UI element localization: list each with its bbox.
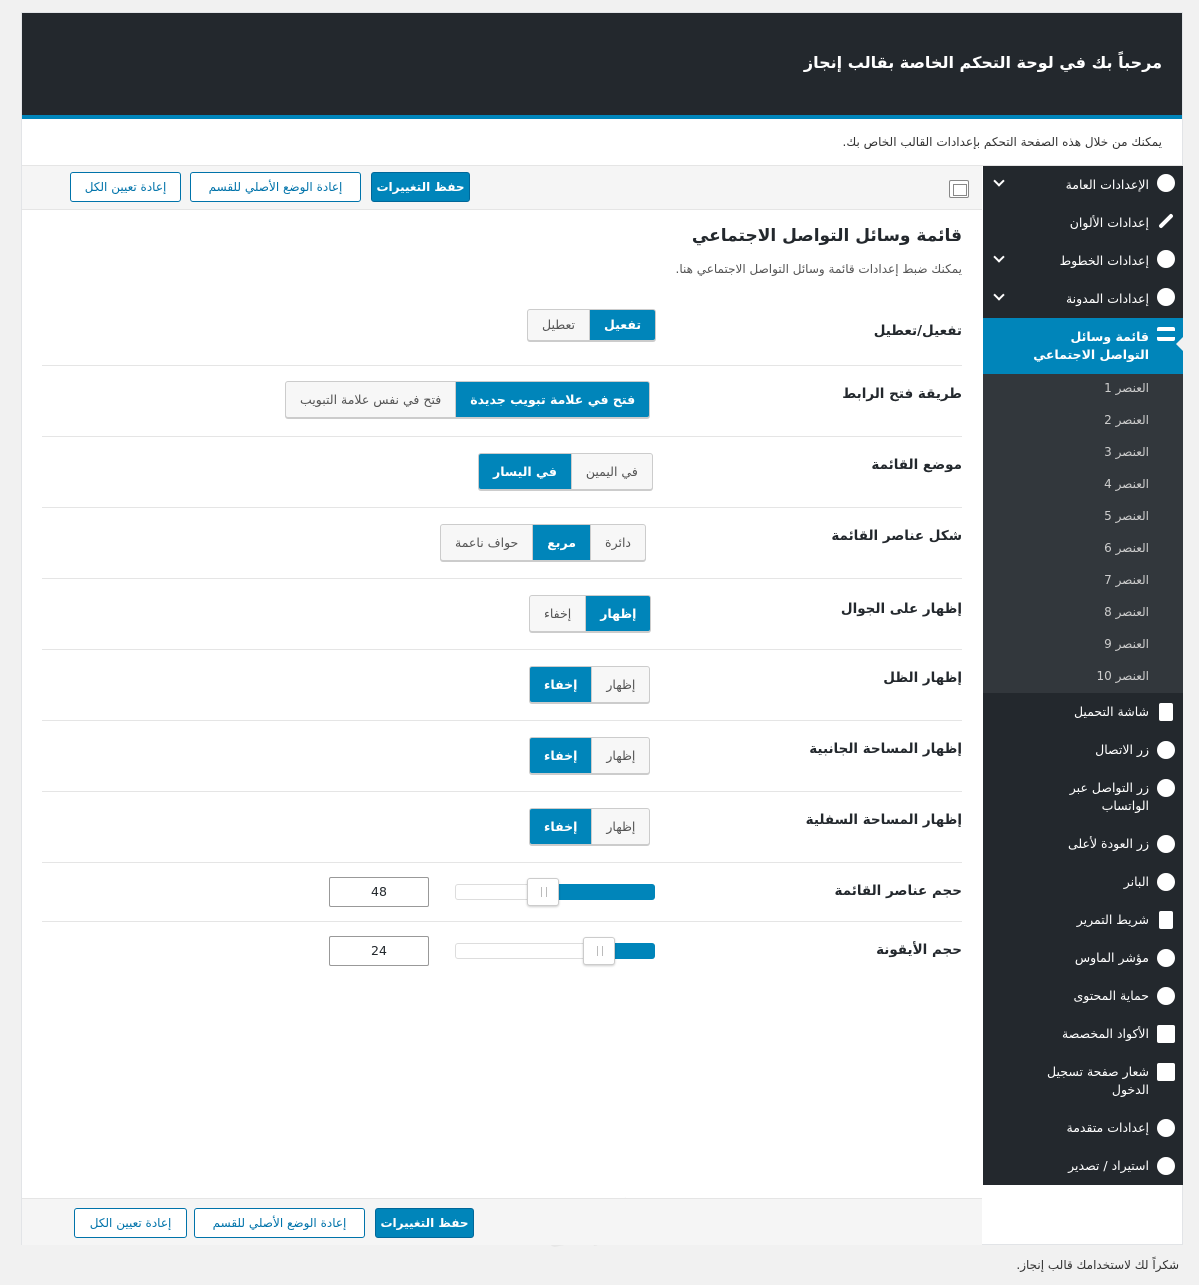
section-description: يمكنك ضبط إعدادات قائمة وسائل التواصل الاجتماعي هنا.: [675, 262, 962, 276]
item-size-input[interactable]: 48: [329, 877, 429, 907]
reset-section-button[interactable]: إعادة الوضع الأصلي للقسم: [194, 1208, 365, 1238]
submenu-item[interactable]: العنصر 3: [1104, 445, 1149, 459]
icon-size-slider[interactable]: [455, 943, 655, 959]
option-hide[interactable]: إخفاء: [544, 606, 572, 621]
reset-all-button[interactable]: إعادة تعيين الكل: [70, 172, 181, 202]
sidebar-item-loading[interactable]: شاشة التحميل: [983, 693, 1183, 731]
bottom-toolbar: [22, 1198, 982, 1245]
reset-all-button[interactable]: إعادة تعيين الكل: [74, 1208, 187, 1238]
link-target-toggle[interactable]: [285, 381, 650, 418]
layout-toggle-icon[interactable]: [949, 180, 969, 198]
setting-row-side-space: إظهار المساحة الجانبية إخفاء إظهار: [42, 721, 962, 792]
option-right[interactable]: في اليمين: [571, 454, 652, 489]
intro-bar: [22, 119, 1182, 166]
icon-size-input[interactable]: 24: [329, 936, 429, 966]
mobile-toggle[interactable]: [529, 595, 651, 632]
chevron-down-icon: [993, 251, 1004, 262]
intro-text: يمكنك من خلال هذه الصفحة التحكم بإعدادات القالب الخاص بك.: [842, 135, 1162, 149]
setting-row-shadow: إظهار الظل إخفاء إظهار: [42, 650, 962, 721]
refresh-icon: [1157, 1157, 1175, 1175]
slider-fill: [551, 884, 655, 900]
option-new-tab[interactable]: فتح في علامة تبويب جديدة: [455, 382, 649, 417]
option-hide[interactable]: إخفاء: [530, 667, 591, 702]
panel-header: [22, 13, 1182, 119]
option-disable[interactable]: تعطيل: [542, 317, 576, 332]
sidebar-item-cursor[interactable]: مؤشر الماوس: [983, 939, 1183, 977]
submenu-item[interactable]: العنصر 10: [1096, 669, 1149, 683]
option-enable[interactable]: تفعيل: [589, 310, 655, 340]
setting-row-mobile: إظهار على الجوال إخفاء إظهار: [42, 579, 962, 650]
active-indicator: [1176, 337, 1183, 351]
setting-row-item-size: حجم عناصر القائمة 48: [42, 863, 962, 922]
slider-handle[interactable]: [583, 937, 615, 965]
setting-row-enable: تفعيل/تعطيل تعطيل تفعيل: [42, 295, 962, 366]
setting-row-link-target: طريقة فتح الرابط فتح في نفس علامة التبويب فتح في علامة تبويب جديدة: [42, 366, 962, 437]
pen-icon: [1157, 250, 1175, 268]
panel-wrapper: [21, 12, 1183, 1245]
lock-icon: [1157, 987, 1175, 1005]
submenu-item[interactable]: العنصر 5: [1104, 509, 1149, 523]
sidebar-item-advanced[interactable]: إعدادات متقدمة: [983, 1109, 1183, 1147]
home-icon: [1157, 288, 1175, 306]
sliders-icon: [1159, 911, 1173, 929]
gears-icon: [1157, 1119, 1175, 1137]
sidebar-item-scrollbar[interactable]: شريط التمرير: [983, 901, 1183, 939]
position-toggle[interactable]: [478, 453, 653, 490]
option-show[interactable]: إظهار: [591, 809, 649, 844]
info-icon: [1157, 873, 1175, 891]
slider-handle[interactable]: [527, 878, 559, 906]
shadow-toggle[interactable]: [529, 666, 650, 703]
submenu-item[interactable]: العنصر 7: [1104, 573, 1149, 587]
css-icon: [1157, 1025, 1175, 1043]
option-rounded[interactable]: حواف ناعمة: [455, 535, 519, 550]
submenu-item[interactable]: العنصر 6: [1104, 541, 1149, 555]
sidebar-item-blog[interactable]: إعدادات المدونة: [983, 280, 1183, 318]
setting-row-icon-size: حجم الأيقونة 24: [42, 922, 962, 981]
gear-icon: [1157, 174, 1175, 192]
save-button[interactable]: حفظ التغييرات: [375, 1208, 474, 1238]
image-icon: [1157, 1063, 1175, 1081]
whatsapp-icon: [1157, 779, 1175, 797]
list-icon: [1157, 327, 1175, 341]
sidebar-item-general[interactable]: الإعدادات العامة: [983, 166, 1183, 204]
setting-row-bottom-space: إظهار المساحة السفلية إخفاء إظهار: [42, 792, 962, 863]
bottom-space-toggle[interactable]: [529, 808, 650, 845]
sidebar-item-colors[interactable]: إعدادات الألوان: [983, 204, 1183, 242]
chevron-down-icon: [993, 289, 1004, 300]
save-button[interactable]: حفظ التغييرات: [371, 172, 470, 202]
submenu-item[interactable]: العنصر 9: [1104, 637, 1149, 651]
side-space-toggle[interactable]: [529, 737, 650, 774]
hourglass-icon: [1159, 703, 1173, 721]
reset-section-button[interactable]: إعادة الوضع الأصلي للقسم: [190, 172, 361, 202]
option-hide[interactable]: إخفاء: [530, 738, 591, 773]
sidebar-item-fonts[interactable]: إعدادات الخطوط: [983, 242, 1183, 280]
cursor-icon: [1157, 949, 1175, 967]
sidebar-item-protection[interactable]: حماية المحتوى: [983, 977, 1183, 1015]
arrow-up-icon: [1157, 835, 1175, 853]
sidebar-item-banner[interactable]: البانر: [983, 863, 1183, 901]
option-square[interactable]: مربع: [532, 525, 590, 560]
sidebar: [983, 166, 1183, 1185]
top-toolbar: [22, 166, 982, 210]
setting-row-position: موضع القائمة في اليسار في اليمين: [42, 437, 962, 508]
option-show[interactable]: إظهار: [585, 596, 650, 631]
sidebar-item-import-export[interactable]: استيراد / تصدير: [983, 1147, 1183, 1185]
option-show[interactable]: إظهار: [591, 667, 649, 702]
enable-toggle[interactable]: [527, 309, 656, 341]
submenu-item[interactable]: العنصر 2: [1104, 413, 1149, 427]
brush-icon: [1158, 213, 1174, 229]
sidebar-item-custom-code[interactable]: الأكواد المخصصة: [983, 1015, 1183, 1053]
item-size-slider[interactable]: [455, 884, 655, 900]
sidebar-item-call[interactable]: زر الاتصال: [983, 731, 1183, 769]
sidebar-item-login-logo[interactable]: شعار صفحة تسجيل الدخول: [983, 1053, 1183, 1109]
shape-toggle[interactable]: [440, 524, 646, 561]
option-hide[interactable]: إخفاء: [530, 809, 591, 844]
page-title: مرحباً بك في لوحة التحكم الخاصة بقالب إنجاز: [803, 53, 1162, 72]
submenu-item[interactable]: العنصر 4: [1104, 477, 1149, 491]
setting-row-shape: شكل عناصر القائمة حواف ناعمة مربع دائرة: [42, 508, 962, 579]
sidebar-item-whatsapp[interactable]: زر التواصل عبر الواتساب: [983, 769, 1183, 825]
social-submenu: [983, 374, 1183, 693]
sidebar-item-social[interactable]: قائمة وسائل التواصل الاجتماعي: [983, 318, 1183, 374]
option-same-tab[interactable]: فتح في نفس علامة التبويب: [300, 392, 442, 407]
submenu-item[interactable]: العنصر 8: [1104, 605, 1149, 619]
section-title: قائمة وسائل التواصل الاجتماعي: [691, 226, 962, 246]
footer-note: شكراً لك لاستخدامك قالب إنجاز.: [1016, 1258, 1179, 1272]
option-left[interactable]: في اليسار: [479, 454, 571, 489]
chevron-down-icon: [993, 175, 1004, 186]
submenu-item[interactable]: العنصر 1: [1104, 381, 1149, 395]
option-show[interactable]: إظهار: [591, 738, 649, 773]
option-circle[interactable]: دائرة: [590, 525, 645, 560]
phone-icon: [1157, 741, 1175, 759]
sidebar-item-back-top[interactable]: زر العودة لأعلى: [983, 825, 1183, 863]
